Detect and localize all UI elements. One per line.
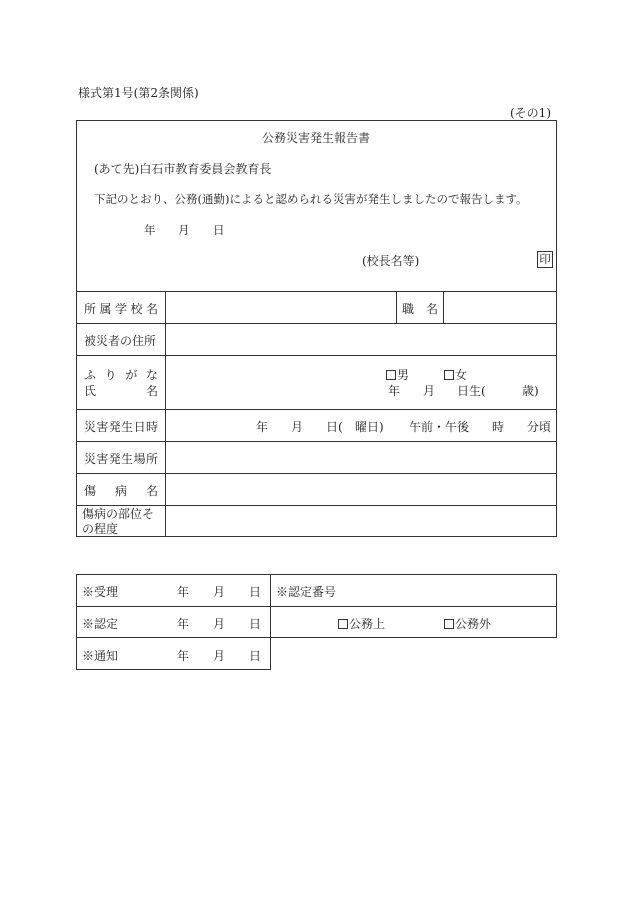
report-date-day: 日 — [213, 223, 225, 237]
certified-label: ※認定 — [82, 617, 119, 631]
datetime-hour: 時 — [492, 420, 505, 434]
address-label: 被災者の住所 — [84, 334, 157, 348]
cert-number-label: ※認定番号 — [276, 585, 337, 599]
report-date-month: 月 — [178, 223, 190, 237]
position-input[interactable] — [444, 292, 556, 323]
report-title: 公務災害発生報告書 — [262, 131, 371, 145]
notified-year: 年 — [177, 649, 190, 663]
datetime-ampm: 午前・午後 — [409, 420, 470, 434]
datetime-month: 月 — [291, 420, 304, 434]
notified-month: 月 — [213, 649, 226, 663]
address-input[interactable] — [166, 324, 556, 355]
seal-mark: 印 — [537, 251, 553, 268]
certified-month: 月 — [213, 617, 226, 631]
male-checkbox[interactable]: 男 — [386, 366, 409, 383]
received-day: 日 — [249, 585, 262, 599]
on-duty-checkbox[interactable]: 公務上 — [338, 615, 385, 632]
injury-name-label: 傷 病 名 — [84, 484, 158, 498]
signer-label: (校長名等) — [362, 254, 420, 268]
birth-day: 日生( — [457, 384, 486, 398]
datetime-label: 災 害 発 生 日 時 — [84, 420, 158, 434]
age-suffix: 歳) — [522, 384, 539, 398]
checkbox-box — [338, 619, 348, 629]
form-number: 様式第1号(第2条関係) — [78, 86, 199, 100]
name-input[interactable] — [166, 356, 381, 409]
received-month: 月 — [213, 585, 226, 599]
sheet-label: (その1) — [510, 106, 551, 120]
column-divider — [396, 291, 397, 323]
off-duty-checkbox[interactable]: 公務外 — [444, 615, 491, 632]
table-rule — [76, 606, 557, 607]
notified-day: 日 — [249, 649, 262, 663]
checkbox-box — [386, 370, 396, 380]
certified-year: 年 — [177, 617, 190, 631]
injury-site-label: 傷病の部位そ の程度 — [82, 507, 155, 536]
received-label: ※受理 — [82, 585, 119, 599]
table-rule — [76, 409, 557, 410]
female-checkbox[interactable]: 女 — [444, 366, 467, 383]
position-label: 職 名 — [402, 302, 439, 316]
injury-site-input[interactable] — [166, 506, 556, 536]
place-input[interactable] — [166, 442, 556, 473]
datetime-day: 日( — [326, 420, 343, 434]
injury-name-input[interactable] — [166, 474, 556, 505]
school-name-input[interactable] — [166, 292, 396, 323]
furigana-label: ふ り が な — [84, 368, 158, 382]
school-name-label: 所 属 学 校 名 — [84, 302, 158, 316]
name-label: 氏 名 — [84, 384, 158, 398]
column-divider — [270, 574, 271, 638]
checkbox-box — [444, 619, 454, 629]
birth-year: 年 — [388, 384, 401, 398]
notified-label: ※通知 — [82, 649, 119, 663]
datetime-weekday: 曜日) — [355, 420, 384, 434]
received-year: 年 — [177, 585, 190, 599]
birth-month: 月 — [423, 384, 436, 398]
place-label: 災 害 発 生 場 所 — [84, 452, 158, 466]
datetime-year: 年 — [256, 420, 269, 434]
certified-day: 日 — [249, 617, 262, 631]
report-statement: 下記のとおり、公務(通勤)によると認められる災害が発生しましたので報告します。 — [94, 192, 528, 206]
report-date-year: 年 — [144, 223, 156, 237]
addressee: (あて先)白石市教育委員会教育長 — [94, 162, 272, 176]
datetime-minute: 分頃 — [527, 420, 552, 434]
checkbox-box — [444, 370, 454, 380]
